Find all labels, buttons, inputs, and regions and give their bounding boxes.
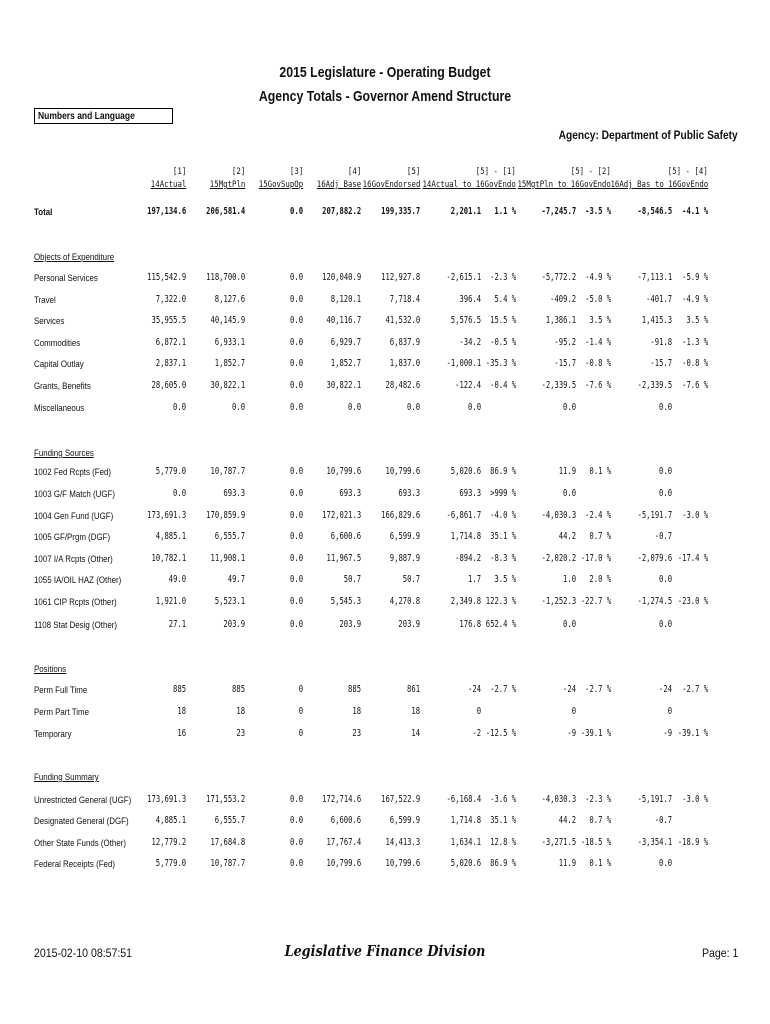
table-cell: >999 % xyxy=(489,488,516,499)
table-cell: -24 xyxy=(467,684,481,695)
table-cell: 17,684.8 xyxy=(210,837,245,848)
agency-name: Agency: Department of Public Safety xyxy=(558,128,738,142)
table-cell: 0.0 xyxy=(562,619,576,630)
row-label: 1004 Gen Fund (UGF) xyxy=(34,511,114,521)
row-label: 1007 I/A Rcpts (Other) xyxy=(34,554,113,564)
table-cell: -4.9 % xyxy=(681,294,708,305)
table-cell: 10,782.1 xyxy=(151,553,186,564)
table-cell: -2.7 % xyxy=(489,684,516,695)
table-cell: -8.3 % xyxy=(489,553,516,564)
table-cell: 861 xyxy=(406,684,420,695)
table-cell: 1,415.3 xyxy=(641,315,672,326)
table-cell: 2,349.8 xyxy=(450,596,481,607)
numbers-language-box xyxy=(34,108,173,124)
table-cell: 11,908.1 xyxy=(210,553,245,564)
table-cell: 1,837.0 xyxy=(389,358,420,369)
table-cell: -91.8 xyxy=(650,337,672,348)
table-cell: 3.5 % xyxy=(589,315,611,326)
column-label-3 xyxy=(259,180,303,190)
row-label: 1002 Fed Rcpts (Fed) xyxy=(34,467,112,477)
footer-page-number: Page: 1 xyxy=(701,946,738,960)
table-cell: 693.3 xyxy=(398,488,420,499)
table-cell: 206,581.4 xyxy=(205,206,245,217)
table-cell: 176.8 xyxy=(459,619,481,630)
table-cell: -22.7 % xyxy=(580,596,611,607)
table-cell: -122.4 xyxy=(454,380,481,391)
table-cell: 0.0 xyxy=(289,358,303,369)
table-cell: -1,274.5 xyxy=(637,596,672,607)
table-cell: 6,837.9 xyxy=(389,337,420,348)
table-cell: 10,787.7 xyxy=(210,466,245,477)
table-cell: 0.7 % xyxy=(589,815,611,826)
table-cell: 1,714.8 xyxy=(450,531,481,542)
table-cell: -2,079.6 xyxy=(637,553,672,564)
table-cell: 6,599.9 xyxy=(389,815,420,826)
table-cell: 18 xyxy=(411,706,420,717)
table-cell: 12.8 % xyxy=(489,837,516,848)
table-cell: 7,322.0 xyxy=(155,294,186,305)
table-cell: 0.0 xyxy=(289,858,303,869)
report-subtitle: Agency Totals - Governor Amend Structure xyxy=(258,88,512,105)
table-cell: -5.0 % xyxy=(584,294,611,305)
table-cell: -1.4 % xyxy=(584,337,611,348)
row-label: Other State Funds (Other) xyxy=(34,838,127,848)
table-cell: -4.0 % xyxy=(489,510,516,521)
table-cell: 10,799.6 xyxy=(326,858,361,869)
row-label: Unrestricted General (UGF) xyxy=(34,795,132,805)
table-cell: 28,482.6 xyxy=(385,380,420,391)
column-number-1: [1] xyxy=(172,167,186,177)
table-cell: 171,553.2 xyxy=(205,794,245,805)
table-cell: 5,523.1 xyxy=(214,596,245,607)
table-cell: 0.0 xyxy=(289,794,303,805)
row-label: 1061 CIP Rcpts (Other) xyxy=(34,597,117,607)
table-cell: 40,145.9 xyxy=(210,315,245,326)
table-cell: -0.8 % xyxy=(584,358,611,369)
table-cell: 15.5 % xyxy=(489,315,516,326)
table-cell: -24 xyxy=(658,684,672,695)
table-cell: -6,168.4 xyxy=(446,794,481,805)
table-cell: 0.0 xyxy=(467,402,481,413)
table-cell: -24 xyxy=(562,684,576,695)
footer-date: 2015-02-10 08:57:51 xyxy=(34,946,133,960)
table-cell: 173,691.3 xyxy=(146,794,186,805)
table-cell: -17.4 % xyxy=(677,553,708,564)
column-number-6: [5] - [1] xyxy=(475,167,516,177)
table-cell: -3,271.5 xyxy=(541,837,576,848)
table-cell: 0.0 xyxy=(289,294,303,305)
table-cell: 0.0 xyxy=(289,402,303,413)
table-cell: 27.1 xyxy=(168,619,186,630)
table-cell: -12.5 % xyxy=(485,728,516,739)
table-cell: -34.2 xyxy=(459,337,481,348)
row-label: Temporary xyxy=(34,729,72,739)
table-cell: -9 xyxy=(567,728,576,739)
table-cell: 1.7 xyxy=(467,574,481,585)
table-cell: 2,201.1 xyxy=(450,206,481,217)
table-cell: -17.0 % xyxy=(580,553,611,564)
table-cell: 1,921.0 xyxy=(155,596,186,607)
table-cell: -3.6 % xyxy=(489,794,516,805)
table-cell: 41,532.0 xyxy=(385,315,420,326)
column-label-text: 15GovSupOp xyxy=(258,180,303,190)
table-cell: 30,822.1 xyxy=(210,380,245,391)
table-cell: 3.5 % xyxy=(686,315,708,326)
table-cell: 7,718.4 xyxy=(389,294,420,305)
table-cell: 0.0 xyxy=(562,488,576,499)
table-cell: 49.0 xyxy=(168,574,186,585)
table-cell: -3.0 % xyxy=(681,510,708,521)
table-cell: -2,339.5 xyxy=(541,380,576,391)
row-label: Federal Receipts (Fed) xyxy=(34,859,116,869)
table-cell: 197,134.6 xyxy=(146,206,186,217)
table-cell: 35.1 % xyxy=(489,531,516,542)
table-cell: -4,030.3 xyxy=(541,794,576,805)
table-cell: 0.0 xyxy=(562,402,576,413)
table-cell: 1.1 % xyxy=(494,206,516,217)
table-cell: 5,779.0 xyxy=(155,858,186,869)
table-cell: -3.5 % xyxy=(584,206,611,217)
table-cell: 120,040.9 xyxy=(321,272,361,283)
column-label-text: 14Actual to 16GovEndo xyxy=(422,180,516,190)
table-cell: 10,799.6 xyxy=(385,466,420,477)
table-cell: 172,021.3 xyxy=(321,510,361,521)
table-cell: 6,555.7 xyxy=(214,531,245,542)
column-label-7 xyxy=(518,180,611,190)
table-cell: 0 xyxy=(298,728,303,739)
table-cell: -6,861.7 xyxy=(446,510,481,521)
table-cell: 0 xyxy=(298,684,303,695)
column-label-5 xyxy=(362,180,420,190)
table-cell: -39.1 % xyxy=(677,728,708,739)
table-cell: 0.7 % xyxy=(589,531,611,542)
table-cell: 4,270.8 xyxy=(389,596,420,607)
table-cell: 44.2 xyxy=(558,815,576,826)
table-cell: 6,872.1 xyxy=(155,337,186,348)
table-cell: 86.9 % xyxy=(489,466,516,477)
column-label-text: 14Actual xyxy=(150,180,186,190)
table-cell: -4,030.3 xyxy=(541,510,576,521)
column-label-text: 15MgtPln xyxy=(209,180,245,190)
table-cell: 17,767.4 xyxy=(326,837,361,848)
table-cell: 652.4 % xyxy=(485,619,516,630)
table-cell: 0.0 xyxy=(658,402,672,413)
table-cell: 5,020.6 xyxy=(450,466,481,477)
table-cell: 16 xyxy=(177,728,186,739)
column-number-5: [5] xyxy=(406,167,420,177)
table-cell: -4.9 % xyxy=(584,272,611,283)
table-cell: 18 xyxy=(236,706,245,717)
table-cell: 0 xyxy=(298,706,303,717)
table-cell: 0.0 xyxy=(172,488,186,499)
table-cell: 172,714.6 xyxy=(321,794,361,805)
table-cell: -7.6 % xyxy=(681,380,708,391)
table-cell: 2.0 % xyxy=(589,574,611,585)
row-label: Total xyxy=(34,207,53,217)
row-label: Capital Outlay xyxy=(34,359,84,369)
table-cell: 0.0 xyxy=(289,315,303,326)
row-label: Personal Services xyxy=(34,273,98,283)
table-cell: -18.9 % xyxy=(677,837,708,848)
table-cell: -2 xyxy=(472,728,481,739)
table-cell: 44.2 xyxy=(558,531,576,542)
table-cell: 885 xyxy=(231,684,245,695)
row-label: 1108 Stat Desig (Other) xyxy=(34,620,118,630)
table-cell: -5,772.2 xyxy=(541,272,576,283)
table-cell: 0.0 xyxy=(289,815,303,826)
column-label-8 xyxy=(610,180,708,190)
table-cell: -1,252.3 xyxy=(541,596,576,607)
table-cell: -7,245.7 xyxy=(541,206,576,217)
table-cell: 8,120.1 xyxy=(330,294,361,305)
table-cell: -4.1 % xyxy=(681,206,708,217)
table-cell: 118,700.0 xyxy=(205,272,245,283)
table-cell: 0.0 xyxy=(289,380,303,391)
table-cell: 11.9 xyxy=(558,466,576,477)
table-cell: -0.4 % xyxy=(489,380,516,391)
table-cell: -95.2 xyxy=(554,337,576,348)
table-cell: 6,933.1 xyxy=(214,337,245,348)
table-cell: -0.7 xyxy=(654,531,672,542)
table-cell: 199,335.7 xyxy=(380,206,420,217)
column-label-4 xyxy=(317,180,361,190)
table-cell: 0.0 xyxy=(289,488,303,499)
row-label: Miscellaneous xyxy=(34,403,85,413)
table-cell: 0.0 xyxy=(406,402,420,413)
table-cell: 207,882.2 xyxy=(321,206,361,217)
table-cell: 6,600.6 xyxy=(330,531,361,542)
section-heading: Funding Summary xyxy=(34,772,99,782)
row-label: Commodities xyxy=(34,338,81,348)
table-cell: 4,885.1 xyxy=(155,531,186,542)
table-cell: 10,799.6 xyxy=(385,858,420,869)
table-cell: 173,691.3 xyxy=(146,510,186,521)
table-cell: 35,955.5 xyxy=(151,315,186,326)
table-cell: -2,020.2 xyxy=(541,553,576,564)
column-label-1 xyxy=(150,180,186,190)
table-cell: 885 xyxy=(347,684,361,695)
table-cell: 0.0 xyxy=(231,402,245,413)
table-cell: 40,116.7 xyxy=(326,315,361,326)
column-label-2 xyxy=(209,180,245,190)
table-cell: 166,829.6 xyxy=(380,510,420,521)
row-label: Travel xyxy=(34,295,56,305)
table-cell: -0.7 xyxy=(654,815,672,826)
table-cell: -5,191.7 xyxy=(637,794,672,805)
section-heading: Funding Sources xyxy=(34,448,94,458)
table-cell: 0.0 xyxy=(289,337,303,348)
table-cell: 885 xyxy=(172,684,186,695)
table-cell: 0.0 xyxy=(289,531,303,542)
row-label: Designated General (DGF) xyxy=(34,816,129,826)
table-cell: -2.3 % xyxy=(489,272,516,283)
section-heading: Objects of Expenditure xyxy=(34,252,115,262)
table-cell: 0.0 xyxy=(172,402,186,413)
table-cell: -5,191.7 xyxy=(637,510,672,521)
table-cell: 3.5 % xyxy=(494,574,516,585)
table-cell: 0.0 xyxy=(289,510,303,521)
table-cell: 11,967.5 xyxy=(326,553,361,564)
table-cell: -2,339.5 xyxy=(637,380,672,391)
table-cell: -7.6 % xyxy=(584,380,611,391)
table-cell: 122.3 % xyxy=(485,596,516,607)
column-label-6 xyxy=(423,180,516,190)
table-cell: -409.2 xyxy=(549,294,576,305)
column-number-8: [5] - [4] xyxy=(667,167,708,177)
table-cell: 1,386.1 xyxy=(545,315,576,326)
table-cell: -894.2 xyxy=(454,553,481,564)
column-label-text: 16Adj Bas to 16GovEndo xyxy=(610,180,708,190)
table-cell: -15.7 xyxy=(650,358,672,369)
table-cell: -0.5 % xyxy=(489,337,516,348)
column-number-4: [4] xyxy=(347,167,361,177)
column-label-text: 15MgtPln to 16GovEndo xyxy=(517,180,611,190)
table-cell: 0.1 % xyxy=(589,466,611,477)
column-label-text: 16Adj Base xyxy=(316,180,361,190)
table-cell: -18.5 % xyxy=(580,837,611,848)
table-cell: -2.7 % xyxy=(681,684,708,695)
table-cell: -1.3 % xyxy=(681,337,708,348)
table-cell: -8,546.5 xyxy=(637,206,672,217)
table-cell: 396.4 xyxy=(459,294,481,305)
table-cell: 0.0 xyxy=(289,837,303,848)
table-cell: 9,887.9 xyxy=(389,553,420,564)
table-cell: 23 xyxy=(352,728,361,739)
column-number-7: [5] - [2] xyxy=(570,167,611,177)
row-label: 1003 G/F Match (UGF) xyxy=(34,489,115,499)
table-cell: 1,714.8 xyxy=(450,815,481,826)
table-cell: 0.0 xyxy=(289,272,303,283)
table-cell: 50.7 xyxy=(402,574,420,585)
numbers-language-label: Numbers and Language xyxy=(38,111,135,122)
table-cell: -2,615.1 xyxy=(446,272,481,283)
table-cell: 18 xyxy=(352,706,361,717)
table-cell: 0 xyxy=(476,706,481,717)
table-cell: 18 xyxy=(177,706,186,717)
table-cell: 0.0 xyxy=(289,574,303,585)
table-cell: -0.8 % xyxy=(681,358,708,369)
section-heading: Positions xyxy=(34,664,67,674)
table-cell: 1,852.7 xyxy=(330,358,361,369)
table-cell: 86.9 % xyxy=(489,858,516,869)
table-cell: 693.3 xyxy=(339,488,361,499)
table-cell: 0.0 xyxy=(289,206,303,217)
table-cell: 28,605.0 xyxy=(151,380,186,391)
table-cell: 693.3 xyxy=(223,488,245,499)
table-cell: 11.9 xyxy=(558,858,576,869)
table-cell: 0.0 xyxy=(289,619,303,630)
table-cell: 0.0 xyxy=(289,466,303,477)
column-label-text: 16GovEndorsed xyxy=(362,180,420,190)
table-cell: -23.0 % xyxy=(677,596,708,607)
table-cell: 2,837.1 xyxy=(155,358,186,369)
table-cell: 6,599.9 xyxy=(389,531,420,542)
table-cell: 49.7 xyxy=(227,574,245,585)
table-cell: 5,576.5 xyxy=(450,315,481,326)
table-cell: 0.0 xyxy=(658,574,672,585)
row-label: Perm Part Time xyxy=(34,707,90,717)
table-cell: 10,799.6 xyxy=(326,466,361,477)
table-cell: -2.7 % xyxy=(584,684,611,695)
table-cell: 0.0 xyxy=(658,488,672,499)
table-cell: 0.0 xyxy=(658,466,672,477)
table-cell: -3.0 % xyxy=(681,794,708,805)
table-cell: 0.1 % xyxy=(589,858,611,869)
table-cell: 5,020.6 xyxy=(450,858,481,869)
report-title: 2015 Legislature - Operating Budget xyxy=(279,64,491,81)
table-cell: 203.9 xyxy=(223,619,245,630)
row-label: 1005 GF/Prgm (DGF) xyxy=(34,532,111,542)
table-cell: 14 xyxy=(411,728,420,739)
table-cell: 167,522.9 xyxy=(380,794,420,805)
table-cell: 6,929.7 xyxy=(330,337,361,348)
table-cell: 0.0 xyxy=(289,553,303,564)
column-number-2: [2] xyxy=(231,167,245,177)
table-cell: -7,113.1 xyxy=(637,272,672,283)
table-cell: 170,859.9 xyxy=(205,510,245,521)
table-cell: 6,600.6 xyxy=(330,815,361,826)
table-cell: 112,927.8 xyxy=(380,272,420,283)
table-cell: 0.0 xyxy=(347,402,361,413)
row-label: Perm Full Time xyxy=(34,685,88,695)
table-cell: 0.0 xyxy=(289,596,303,607)
table-cell: 5,545.3 xyxy=(330,596,361,607)
table-cell: -2.3 % xyxy=(584,794,611,805)
table-cell: -39.1 % xyxy=(580,728,611,739)
table-cell: 0 xyxy=(571,706,576,717)
table-cell: 50.7 xyxy=(343,574,361,585)
table-cell: 8,127.6 xyxy=(214,294,245,305)
table-cell: 6,555.7 xyxy=(214,815,245,826)
table-cell: -9 xyxy=(663,728,672,739)
table-cell: 30,822.1 xyxy=(326,380,361,391)
footer-division: Legislative Finance Division xyxy=(284,942,486,960)
table-cell: 10,787.7 xyxy=(210,858,245,869)
table-cell: 23 xyxy=(236,728,245,739)
table-cell: -5.9 % xyxy=(681,272,708,283)
table-cell: 203.9 xyxy=(339,619,361,630)
row-label: Grants, Benefits xyxy=(34,381,91,391)
table-cell: 115,542.9 xyxy=(146,272,186,283)
table-cell: 0 xyxy=(667,706,672,717)
table-cell: 1.0 xyxy=(562,574,576,585)
table-cell: 0.0 xyxy=(658,858,672,869)
table-cell: 1,634.1 xyxy=(450,837,481,848)
table-cell: 203.9 xyxy=(398,619,420,630)
table-cell: 693.3 xyxy=(459,488,481,499)
table-cell: 1,852.7 xyxy=(214,358,245,369)
row-label: 1055 IA/OIL HAZ (Other) xyxy=(34,575,122,585)
table-cell: 12,779.2 xyxy=(151,837,186,848)
table-cell: -1,000.1 xyxy=(446,358,481,369)
table-cell: 0.0 xyxy=(658,619,672,630)
row-label: Services xyxy=(34,316,65,326)
table-cell: -35.3 % xyxy=(485,358,516,369)
table-cell: 35.1 % xyxy=(489,815,516,826)
table-cell: 4,885.1 xyxy=(155,815,186,826)
table-cell: 14,413.3 xyxy=(385,837,420,848)
table-cell: -2.4 % xyxy=(584,510,611,521)
table-cell: -3,354.1 xyxy=(637,837,672,848)
table-cell: -401.7 xyxy=(645,294,672,305)
column-number-3: [3] xyxy=(289,167,303,177)
table-cell: -15.7 xyxy=(554,358,576,369)
table-cell: 5.4 % xyxy=(494,294,516,305)
table-cell: 5,779.0 xyxy=(155,466,186,477)
